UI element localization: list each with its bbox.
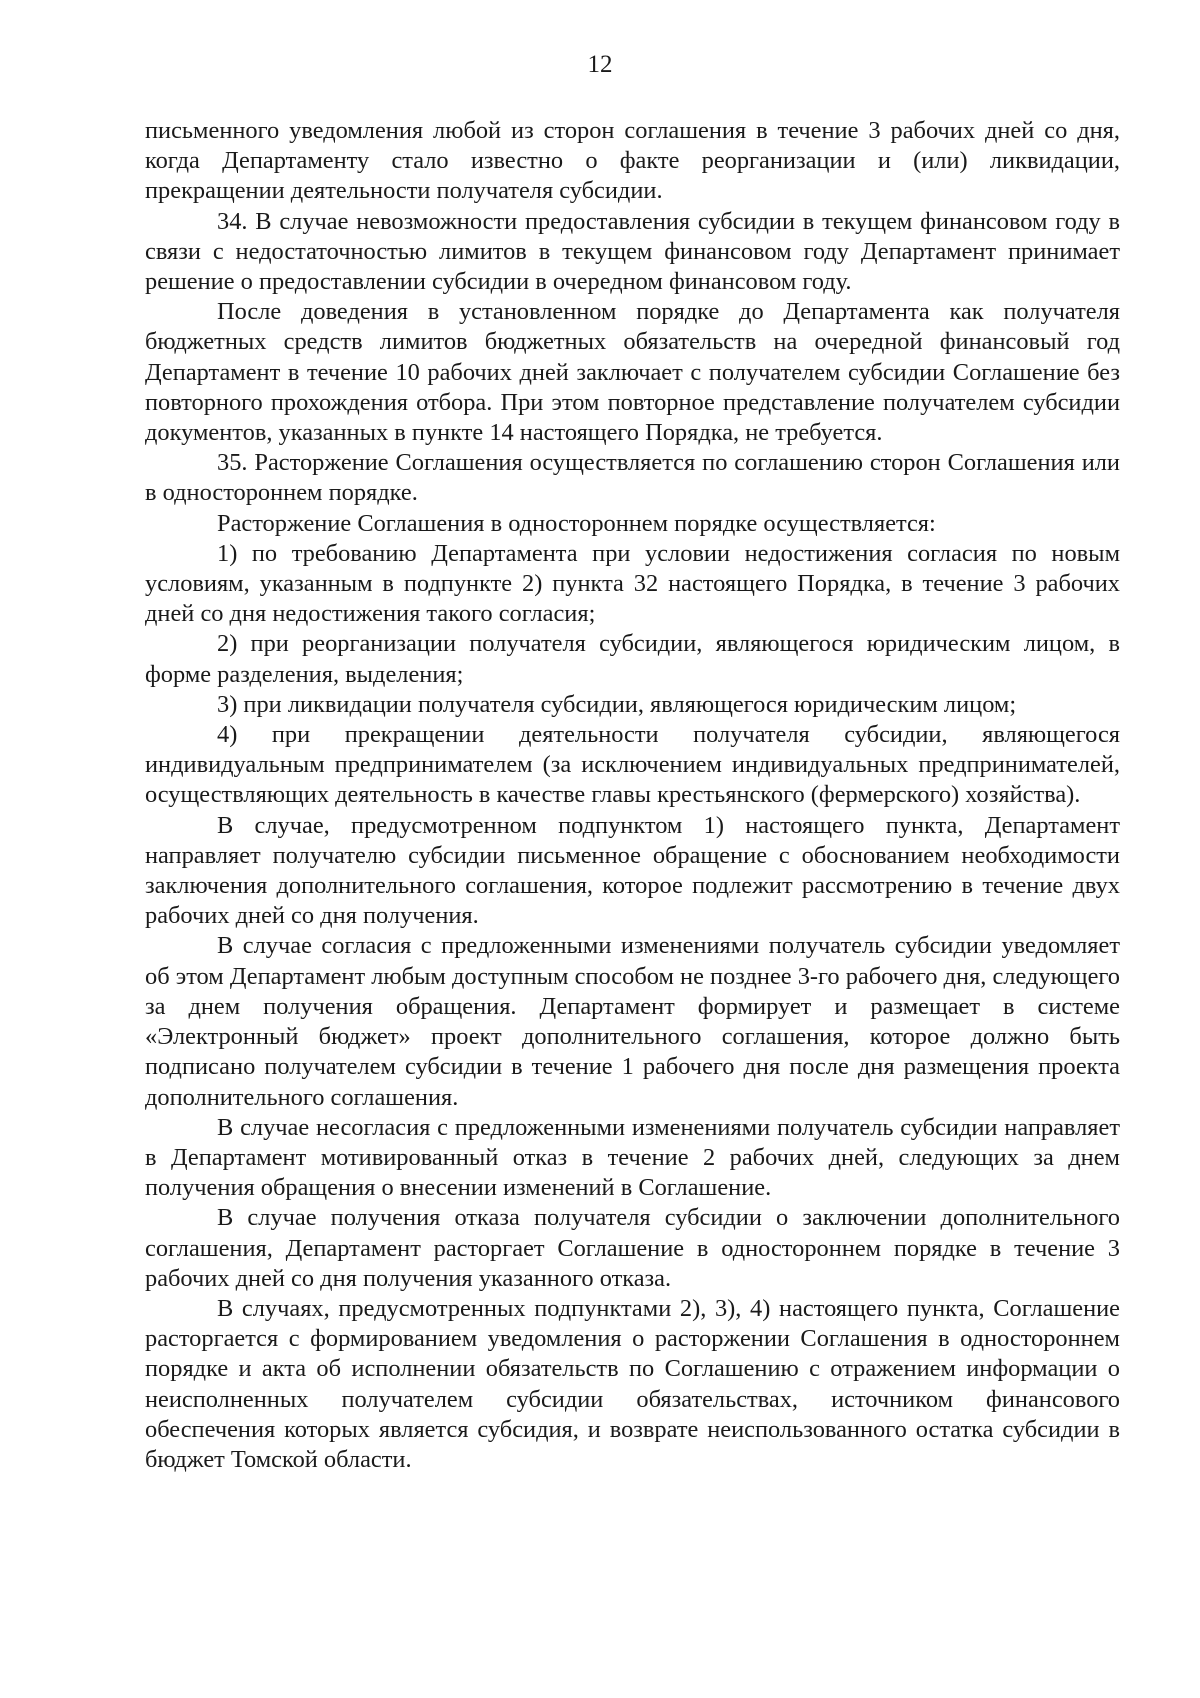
paragraph-disagreement-case: В случае несогласия с предложенными изменениями получатель субсидии направляет в Департамент мотивированный отказ в течение 2 рабочих дней, следующих за днем получения обращения о внесении изменений в Соглашение. <box>145 1113 1120 1202</box>
list-item-3: 3) при ликвидации получателя субсидии, являющегося юридическим лицом; <box>217 690 1017 718</box>
list-item-4: 4) при прекращении деятельности получателя субсидии, являющегося индивидуальным предпринимателем (за исключением индивидуальных предпринимателей, осуществляющих деятельность в качестве главы крестьянского (фермерского) хозяйства). <box>145 721 1120 809</box>
paragraph-subclause-1-case: В случае, предусмотренном подпунктом 1) настоящего пункта, Департамент направляет получателю субсидии письменное обращение с обоснованием необходимости заключения дополнительного соглашения, которое подлежит рассмотрению в течение двух рабочих дней со дня получения. <box>145 811 1120 930</box>
paragraph-after-limits: После доведения в установленном порядке до Департамента как получателя бюджетных средств лимитов бюджетных обязательств на очередной финансовый год Департамент в течение 10 рабочих дней заключает с получателем субсидии Соглашение без повторного прохождения отбора. При этом повторное представление получателем субсидии документов, указанных в пункте 14 настоящего Порядка, не требуется. <box>145 298 1120 447</box>
paragraph-clause-35: 35. Расторжение Соглашения осуществляется по соглашению сторон Соглашения или в одностороннем порядке. <box>145 449 1120 507</box>
page-number: 12 <box>587 51 613 78</box>
paragraph-continuation: письменного уведомления любой из сторон соглашения в течение 3 рабочих дней со дня, когда Департаменту стало известно о факте реорганизации и (или) ликвидации, прекращении деятельности получателя субсидии. <box>145 117 1120 205</box>
paragraph-unilateral-intro: Расторжение Соглашения в одностороннем порядке осуществляется: <box>217 509 936 537</box>
paragraph-clause-34: 34. В случае невозможности предоставления субсидии в текущем финансовом году в связи с недостаточностью лимитов в текущем финансовом году Департамент принимает решение о предоставлении субсидии в очередном финансовом году. <box>145 207 1120 296</box>
list-item-2: 2) при реорганизации получателя субсидии, являющегося юридическим лицом, в форме разделения, выделения; <box>145 630 1120 688</box>
list-item-1: 1) по требованию Департамента при условии недостижения согласия по новым условиям, указанным в подпункте 2) пункта 32 настоящего Порядка, в течение 3 рабочих дней со дня недостижения такого согласия; <box>145 539 1120 628</box>
paragraph-subclauses-2-3-4-case: В случаях, предусмотренных подпунктами 2), 3), 4) настоящего пункта, Соглашение расторгается с формированием уведомления о расторжении Соглашения в одностороннем порядке и акта об исполнении обязательств по Соглашению с отражением информации о неисполненных получателем субсидии обязательствах, источником финансового обеспечения которых является субсидия, и возврате неиспользованного остатка субсидии в бюджет Томской области. <box>145 1294 1120 1473</box>
paragraph-refusal-case: В случае получения отказа получателя субсидии о заключении дополнительного соглашения, Департамент расторгает Соглашение в одностороннем порядке в течение 3 рабочих дней со дня получения указанного отказа. <box>145 1204 1120 1292</box>
document-body <box>145 116 1120 1475</box>
paragraph-consent-case: В случае согласия с предложенными изменениями получатель субсидии уведомляет об этом Департамент любым доступным способом не позднее 3-го рабочего дня, следующего за днем получения обращения. Департамент формирует и размещает в системе «Электронный бюджет» проект дополнительного соглашения, которое должно быть подписано получателем субсидии в течение 1 рабочего дня после дня размещения проекта дополнительного соглашения. <box>145 932 1120 1111</box>
